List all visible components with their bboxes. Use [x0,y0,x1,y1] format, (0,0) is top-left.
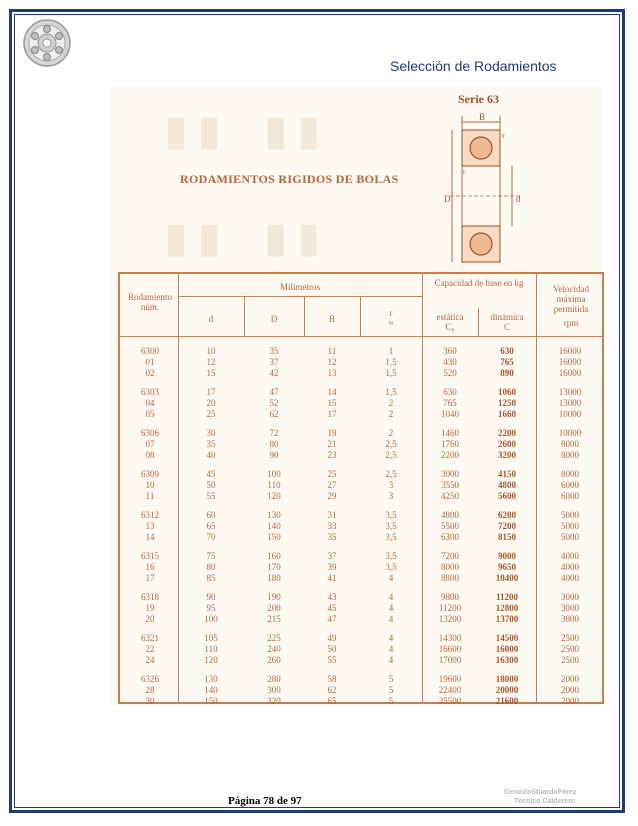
table-cell: 100 [204,614,218,624]
table-cell: 8800 [441,573,459,583]
table-cell: 8000 [561,469,579,479]
table-cell: 1 [388,346,394,356]
table-cell: 20000 [495,685,519,695]
table-cell: 9000 [498,551,516,561]
table-cell: 19600 [438,674,462,684]
table-cell: 105 [204,633,218,643]
table-cell: 40 [206,450,216,460]
table-cell: 21600 [495,696,519,706]
table-cell: 2600 [498,439,516,449]
table-cell: 16000 [558,368,582,378]
table-cell: 1060 [498,387,516,397]
table-cell: 27 [327,480,337,490]
table-cell: 2,5 [385,439,397,449]
table-cell: 1040 [441,409,459,419]
table-cell-rodamiento: 02 [145,368,155,378]
table-cell: 49 [327,633,337,643]
table-cell: 1660 [498,409,516,419]
table-cell: 55 [206,491,216,501]
table-cell: 1,5 [385,357,397,367]
table-cell: 5000 [561,510,579,520]
table-cell-rodamiento: 16 [145,562,155,572]
table-cell: 11 [327,346,337,356]
table-cell: 130 [204,674,218,684]
table-cell-rodamiento: 07 [145,439,155,449]
signature-name: GerardoStuardoPérez [504,789,577,796]
table-cell: 100 [267,469,281,479]
table-cell: 13 [327,368,337,378]
table-cell: 15 [327,398,337,408]
bearing-table [118,272,604,704]
table-cell: 7200 [498,521,516,531]
table-cell: 4000 [561,551,579,561]
table-cell: 13000 [558,387,582,397]
table-cell-rodamiento: 6309 [141,469,159,479]
table-cell: 140 [267,521,281,531]
table-cell: 4800 [498,480,516,490]
table-cell: 11200 [495,592,518,602]
table-cell: 10000 [558,428,582,438]
bearing-logo-icon [22,18,72,68]
table-cell: 60 [206,510,216,520]
table-cell: 16300 [495,655,519,665]
table-cell: 130 [267,510,281,520]
table-cell: 2000 [561,685,579,695]
table-cell: 18000 [495,674,519,684]
table-cell: 95 [206,603,216,613]
table-cell: 62 [327,685,337,695]
table-cell: 25500 [438,696,462,706]
table-cell: 5000 [561,521,579,531]
table-cell: 4 [388,573,394,583]
table-cell: 14500 [495,633,519,643]
table-cell: 3,5 [385,510,397,520]
table-cell: 17 [206,387,216,397]
table-cell: 70 [206,532,216,542]
table-cell: 30 [206,428,216,438]
table-cell: 35 [269,346,279,356]
table-cell: 3000 [561,614,579,624]
table-cell: 2000 [561,696,579,706]
table-cell: 630 [500,346,514,356]
table-cell: 2200 [441,450,459,460]
table-cell: 72 [269,428,279,438]
table-cell: 62 [269,409,279,419]
table-cell: 2000 [561,674,579,684]
table-cell: 120 [267,491,281,501]
table-cell: 17000 [438,655,462,665]
table-cell: 150 [204,696,218,706]
table-cell: 20 [206,398,216,408]
table-cell: 5 [388,674,394,684]
table-cell: 4000 [561,562,579,572]
table-cell: 170 [267,562,281,572]
table-cell-rodamiento: 10 [145,480,155,490]
table-cell: 31 [327,510,337,520]
table-cell: 19 [327,428,337,438]
table-cell: 1460 [441,428,459,438]
table-cell-rodamiento: 6303 [141,387,159,397]
table-cell: 2 [388,398,394,408]
table-cell: 13700 [495,614,519,624]
table-cell-rodamiento: 11 [145,491,155,501]
table-cell: 39 [327,562,337,572]
table-cell: 16000 [558,357,582,367]
serie-label: Serie 63 [458,92,499,106]
table-cell: 4250 [441,491,459,501]
table-cell: 35 [206,439,216,449]
table-cell: 4800 [441,510,459,520]
table-cell: 215 [267,614,281,624]
table-cell-rodamiento: 6326 [141,674,159,684]
table-cell: 65 [206,521,216,531]
table-cell: 320 [267,696,281,706]
table-cell: 2500 [561,655,579,665]
table-cell: 55 [327,655,337,665]
header-estatica: estática [436,312,464,322]
table-cell-rodamiento: 6300 [141,346,159,356]
table-cell: 765 [443,398,457,408]
table-cell: 4150 [498,469,516,479]
table-cell: 33 [327,521,337,531]
table-cell: 8000 [561,439,579,449]
table-cell-rodamiento: 01 [145,357,155,367]
table-cell-rodamiento: 6315 [141,551,159,561]
table-cell: 120 [204,655,218,665]
table-cell: 4 [388,644,394,654]
table-cell: 240 [267,644,281,654]
table-cell: 16600 [438,644,462,654]
table-cell: 5000 [561,532,579,542]
table-cell: 3,5 [385,562,397,572]
table-cell: 5 [388,696,394,706]
table-cell: 1760 [441,439,459,449]
table-cell-rodamiento: 6312 [141,510,159,520]
table-cell: 260 [267,655,281,665]
table-cell: 520 [443,368,457,378]
table-cell: 4 [388,592,394,602]
table-cell: 37 [327,551,337,561]
header-D-outer: D [270,314,278,324]
table-cell: 140 [204,685,218,695]
table-cell: 23 [327,450,337,460]
table-cell: 360 [443,346,457,356]
header-r: r [389,308,393,318]
table-cell: 1,5 [385,368,397,378]
table-cell-rodamiento: 14 [145,532,155,542]
header-dinamica: dinámica [490,312,524,322]
table-cell: 1250 [498,398,516,408]
table-cell: 52 [269,398,279,408]
table-cell: 15 [206,368,216,378]
table-cell-rodamiento: 20 [145,614,155,624]
table-cell-rodamiento: 6306 [141,428,159,438]
table-cell: 1,5 [385,387,397,397]
table-cell-rodamiento: 6318 [141,592,159,602]
table-cell: 3550 [441,480,459,490]
dimension-d-label: d [516,194,521,204]
table-cell: 16000 [558,346,582,356]
table-cell: 4 [388,614,394,624]
table-cell-rodamiento: 28 [145,685,155,695]
dimension-b-label: B [479,112,486,122]
table-cell: 14300 [438,633,462,643]
table-cell: 47 [327,614,337,624]
table-cell-rodamiento: 24 [145,655,155,665]
table-cell-rodamiento: 22 [145,644,155,654]
header-C: C [503,322,510,332]
table-cell: 2,5 [385,450,397,460]
header-velocidad: Velocidad máxima permitida [553,284,589,314]
table-cell: 25 [206,409,216,419]
table-cell: 80 [206,562,216,572]
table-cell-rodamiento: 08 [145,450,155,460]
table-cell: 430 [443,357,457,367]
table-cell: 6200 [498,510,516,520]
table-cell: 300 [267,685,281,695]
table-cell: 80 [269,439,279,449]
header-B: B [328,314,335,324]
table-cell: 6000 [561,480,579,490]
table-cell: 12800 [495,603,519,613]
table-cell: 50 [206,480,216,490]
page-title: Selección de Rodamientos [390,58,557,74]
table-cell: 35 [327,532,337,542]
table-cell: 5600 [498,491,516,501]
dimension-r-label: r [502,131,505,140]
table-cell: 190 [267,592,281,602]
table-cell-rodamiento: 19 [145,603,155,613]
dimension-D-label: D [444,194,451,204]
signature-title: Técnico Calderero [514,798,576,805]
table-cell: 200 [267,603,281,613]
table-cell: 180 [267,573,281,583]
table-cell: 3000 [441,469,459,479]
table-cell: 890 [500,368,514,378]
table-cell: 47 [269,387,279,397]
table-cell: 29 [327,491,337,501]
table-cell: 22400 [438,685,462,695]
bearing-section-diagram [430,108,540,268]
table-cell: 9650 [498,562,516,572]
table-cell: 8150 [498,532,516,542]
table-cell: 58 [327,674,337,684]
table-cell: 9800 [441,592,459,602]
table-cell: 17 [327,409,337,419]
table-cell: 3 [388,491,394,501]
table-cell: 5500 [441,521,459,531]
table-cell: 3000 [561,592,579,602]
table-cell: 50 [327,644,337,654]
table-cell: 2 [388,428,394,438]
table-cell-rodamiento: 05 [145,409,155,419]
table-cell: 3200 [498,450,516,460]
table-cell: 630 [443,387,457,397]
table-cell-rodamiento: 13 [145,521,155,531]
table-cell: 2500 [561,644,579,654]
table-cell: 25 [327,469,337,479]
table-cell: 90 [206,592,216,602]
table-cell: 12 [206,357,216,367]
table-cell: 3,5 [385,532,397,542]
table-cell-rodamiento: 17 [145,573,155,583]
table-cell: 10000 [558,409,582,419]
table-cell: 110 [204,644,218,654]
table-cell: 3 [388,480,394,490]
table-cell: 765 [500,357,514,367]
table-cell: 3,5 [385,521,397,531]
table-cell: 12 [327,357,337,367]
table-cell: 13200 [438,614,462,624]
table-cell: 6000 [561,491,579,501]
table-cell: 85 [206,573,216,583]
table-cell: 45 [206,469,216,479]
bleed-through-decor: ▮ ▮ ▮ ▮ [165,109,320,153]
table-cell: 8000 [561,450,579,460]
header-capacidad: Capacidad de base en kg [434,278,524,288]
table-cell: 8000 [441,562,459,572]
table-cell: 4 [388,655,394,665]
table-cell: 21 [327,439,337,449]
header-r-approx: ≈ [388,318,394,328]
dimension-r2-label: r [463,168,466,176]
header-rodamiento: Rodamiento núm. [128,292,172,312]
table-cell: 280 [267,674,281,684]
header-milimetros: Milímetros [280,282,320,292]
table-cell-rodamiento: 30 [145,696,155,706]
table-cell: 160 [267,551,281,561]
table-cell: 37 [269,357,279,367]
table-cell: 225 [267,633,281,643]
table-cell: 41 [327,573,337,583]
table-cell: 16000 [495,644,519,654]
table-cell: 3000 [561,603,579,613]
table-cell: 13000 [558,398,582,408]
table-cell: 2 [388,409,394,419]
table-cell: 90 [269,450,279,460]
header-d: d [208,314,214,324]
table-cell: 5 [388,685,394,695]
table-cell: 110 [267,480,281,490]
table-cell: 4 [388,603,394,613]
header-C0: C₀ [445,322,455,332]
table-cell-rodamiento: 6321 [141,633,159,643]
table-cell: 10 [206,346,216,356]
table-cell: 2500 [561,633,579,643]
table-cell: 4 [388,633,394,643]
table-cell: 65 [327,696,337,706]
table-cell: 7200 [441,551,459,561]
table-main-title: RODAMIENTOS RIGIDOS DE BOLAS [180,172,399,186]
table-cell: 2,5 [385,469,397,479]
table-cell: 45 [327,603,337,613]
table-cell: 3,5 [385,551,397,561]
table-cell: 4000 [561,573,579,583]
bleed-through-decor: ▮ ▮ ▮ ▮ [165,216,320,260]
header-rpm: rpm [563,318,579,328]
table-cell: 43 [327,592,337,602]
table-cell: 2200 [498,428,516,438]
table-cell: 14 [327,387,337,397]
table-cell: 150 [267,532,281,542]
table-cell: 42 [269,368,279,378]
table-cell: 75 [206,551,216,561]
table-cell: 10400 [495,573,519,583]
table-cell-rodamiento: 04 [145,398,155,408]
table-cell: 11200 [438,603,462,613]
table-cell: 6300 [441,532,459,542]
page-number: Página 78 de 97 [228,795,302,807]
